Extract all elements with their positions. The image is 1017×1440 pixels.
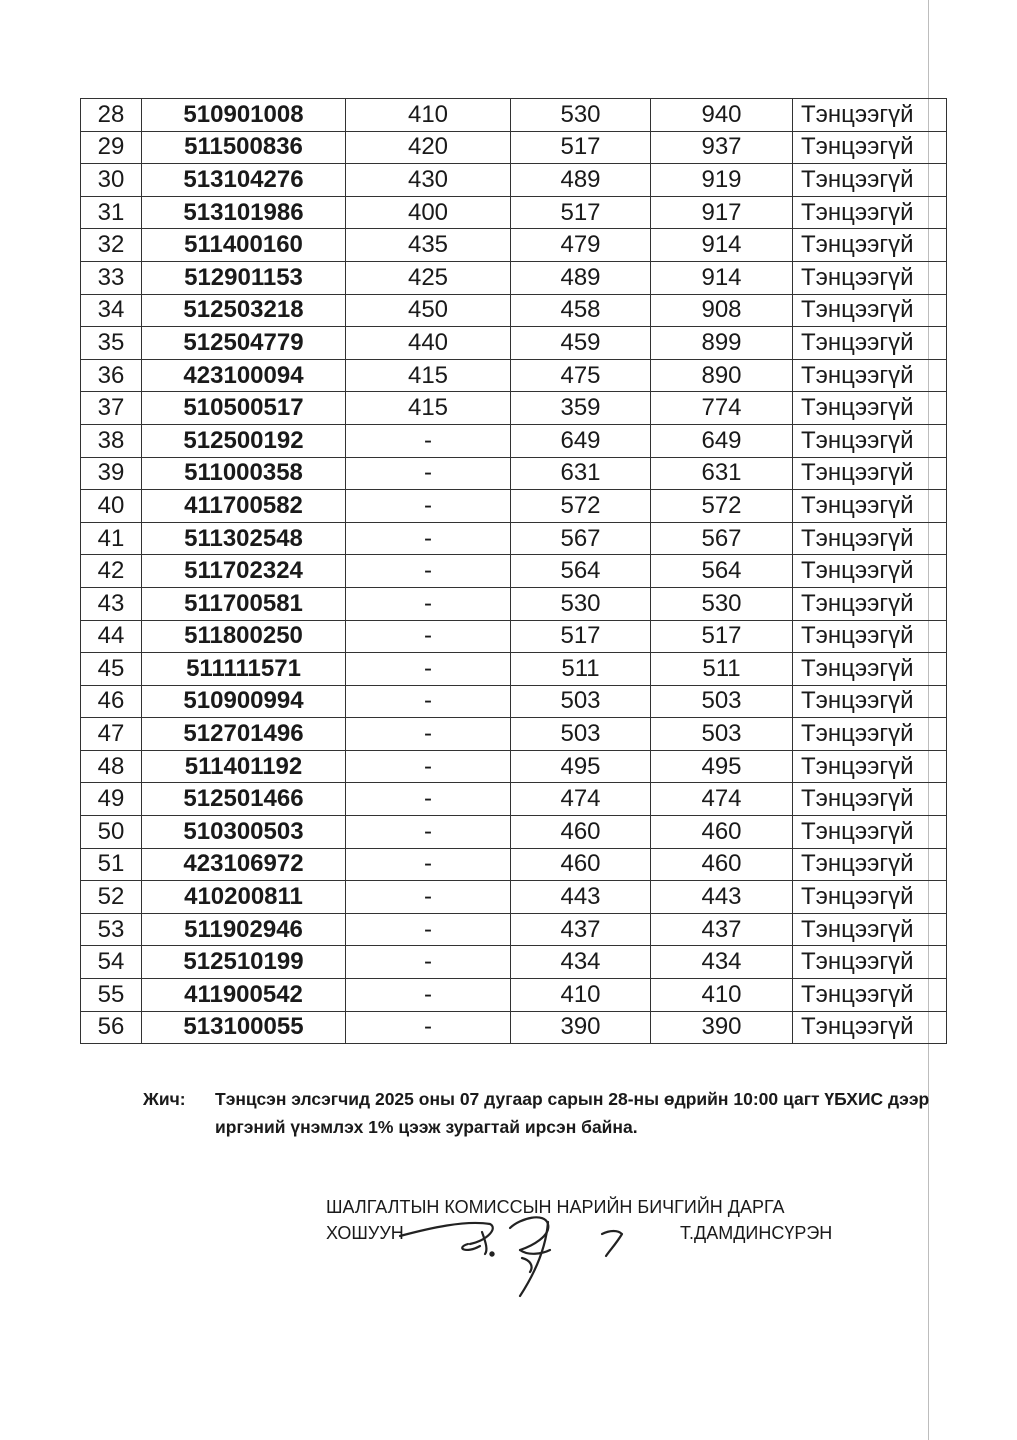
result-status-cell: Тэнцээгүй <box>793 261 947 294</box>
result-status-cell: Тэнцээгүй <box>793 359 947 392</box>
score-first-cell: - <box>346 783 511 816</box>
result-status-cell: Тэнцээгүй <box>793 164 947 197</box>
row-number-cell: 38 <box>81 424 142 457</box>
table-row <box>81 327 947 360</box>
result-status-cell: Тэнцээгүй <box>793 587 947 620</box>
score-second-cell: 530 <box>511 99 651 132</box>
row-number-cell: 55 <box>81 979 142 1012</box>
score-first-cell: 440 <box>346 327 511 360</box>
result-status-cell: Тэнцээгүй <box>793 555 947 588</box>
row-number-cell: 49 <box>81 783 142 816</box>
score-total-cell: 937 <box>651 131 793 164</box>
row-number-cell: 45 <box>81 653 142 686</box>
score-second-cell: 410 <box>511 979 651 1012</box>
result-status-cell: Тэнцээгүй <box>793 522 947 555</box>
note-text: Тэнцсэн элсэгчид 2025 оны 07 дугаар сарын 28-ны өдрийн 10:00 цагт ҮБХИС дээр иргэний үнэмлэх 1% цээж зурагтай ирсэн байна. <box>215 1089 930 1137</box>
result-status-cell: Тэнцээгүй <box>793 653 947 686</box>
score-first-cell: - <box>346 587 511 620</box>
score-total-cell: 495 <box>651 750 793 783</box>
score-first-cell: - <box>346 424 511 457</box>
applicant-id-cell: 423100094 <box>142 359 346 392</box>
score-second-cell: 503 <box>511 718 651 751</box>
result-status-cell: Тэнцээгүй <box>793 816 947 849</box>
score-second-cell: 458 <box>511 294 651 327</box>
score-total-cell: 460 <box>651 848 793 881</box>
row-number-cell: 41 <box>81 522 142 555</box>
score-total-cell: 474 <box>651 783 793 816</box>
score-second-cell: 511 <box>511 653 651 686</box>
result-status-cell: Тэнцээгүй <box>793 946 947 979</box>
table-row <box>81 131 947 164</box>
score-first-cell: 450 <box>346 294 511 327</box>
row-number-cell: 48 <box>81 750 142 783</box>
row-number-cell: 53 <box>81 913 142 946</box>
table-row <box>81 522 947 555</box>
applicant-id-cell: 510500517 <box>142 392 346 425</box>
table-row <box>81 424 947 457</box>
result-status-cell: Тэнцээгүй <box>793 457 947 490</box>
score-second-cell: 437 <box>511 913 651 946</box>
result-status-cell: Тэнцээгүй <box>793 913 947 946</box>
score-first-cell: - <box>346 555 511 588</box>
result-status-cell: Тэнцээгүй <box>793 327 947 360</box>
applicant-id-cell: 411900542 <box>142 979 346 1012</box>
row-number-cell: 47 <box>81 718 142 751</box>
score-total-cell: 914 <box>651 261 793 294</box>
applicant-id-cell: 511000358 <box>142 457 346 490</box>
result-status-cell: Тэнцээгүй <box>793 718 947 751</box>
score-second-cell: 631 <box>511 457 651 490</box>
score-second-cell: 390 <box>511 1011 651 1044</box>
score-total-cell: 517 <box>651 620 793 653</box>
signatory-rank: ХОШУУН <box>326 1223 404 1243</box>
score-total-cell: 919 <box>651 164 793 197</box>
score-second-cell: 459 <box>511 327 651 360</box>
score-first-cell: - <box>346 881 511 914</box>
applicant-id-cell: 512503218 <box>142 294 346 327</box>
result-status-cell: Тэнцээгүй <box>793 979 947 1012</box>
row-number-cell: 52 <box>81 881 142 914</box>
applicant-id-cell: 511800250 <box>142 620 346 653</box>
row-number-cell: 37 <box>81 392 142 425</box>
table-row <box>81 653 947 686</box>
score-first-cell: 420 <box>346 131 511 164</box>
score-first-cell: 410 <box>346 99 511 132</box>
row-number-cell: 50 <box>81 816 142 849</box>
row-number-cell: 33 <box>81 261 142 294</box>
score-total-cell: 511 <box>651 653 793 686</box>
row-number-cell: 56 <box>81 1011 142 1044</box>
result-status-cell: Тэнцээгүй <box>793 685 947 718</box>
score-total-cell: 631 <box>651 457 793 490</box>
score-total-cell: 460 <box>651 816 793 849</box>
handwritten-signature <box>370 1188 660 1303</box>
row-number-cell: 44 <box>81 620 142 653</box>
applicant-id-cell: 512510199 <box>142 946 346 979</box>
applicant-id-cell: 512504779 <box>142 327 346 360</box>
applicant-id-cell: 512701496 <box>142 718 346 751</box>
score-total-cell: 774 <box>651 392 793 425</box>
signatory-title: ШАЛГАЛТЫН КОМИССЫН НАРИЙН БИЧГИЙН ДАРГА <box>326 1197 785 1217</box>
score-first-cell: - <box>346 816 511 849</box>
score-first-cell: 415 <box>346 359 511 392</box>
result-status-cell: Тэнцээгүй <box>793 620 947 653</box>
score-first-cell: 415 <box>346 392 511 425</box>
score-total-cell: 410 <box>651 979 793 1012</box>
score-second-cell: 572 <box>511 490 651 523</box>
note-label: Жич: <box>143 1089 186 1109</box>
score-second-cell: 495 <box>511 750 651 783</box>
table-row <box>81 946 947 979</box>
row-number-cell: 31 <box>81 196 142 229</box>
row-number-cell: 54 <box>81 946 142 979</box>
score-first-cell: - <box>346 457 511 490</box>
applicant-id-cell: 410200811 <box>142 881 346 914</box>
row-number-cell: 34 <box>81 294 142 327</box>
table-row <box>81 979 947 1012</box>
row-number-cell: 43 <box>81 587 142 620</box>
table-row <box>81 718 947 751</box>
score-second-cell: 489 <box>511 261 651 294</box>
row-number-cell: 42 <box>81 555 142 588</box>
table-row <box>81 913 947 946</box>
score-second-cell: 359 <box>511 392 651 425</box>
applicant-id-cell: 423106972 <box>142 848 346 881</box>
score-total-cell: 503 <box>651 685 793 718</box>
applicant-id-cell: 510901008 <box>142 99 346 132</box>
table-row <box>81 229 947 262</box>
score-second-cell: 517 <box>511 620 651 653</box>
score-second-cell: 503 <box>511 685 651 718</box>
result-status-cell: Тэнцээгүй <box>793 131 947 164</box>
score-total-cell: 530 <box>651 587 793 620</box>
row-number-cell: 40 <box>81 490 142 523</box>
score-first-cell: 400 <box>346 196 511 229</box>
score-first-cell: - <box>346 718 511 751</box>
score-total-cell: 564 <box>651 555 793 588</box>
score-first-cell: 425 <box>346 261 511 294</box>
score-second-cell: 530 <box>511 587 651 620</box>
table-row <box>81 359 947 392</box>
score-first-cell: 435 <box>346 229 511 262</box>
applicant-id-cell: 511111571 <box>142 653 346 686</box>
table-row <box>81 848 947 881</box>
score-second-cell: 489 <box>511 164 651 197</box>
result-status-cell: Тэнцээгүй <box>793 392 947 425</box>
row-number-cell: 36 <box>81 359 142 392</box>
score-second-cell: 567 <box>511 522 651 555</box>
signatory-name: Т.ДАМДИНСҮРЭН <box>680 1223 833 1243</box>
score-first-cell: 430 <box>346 164 511 197</box>
table-row <box>81 750 947 783</box>
score-second-cell: 649 <box>511 424 651 457</box>
score-total-cell: 917 <box>651 196 793 229</box>
table-row <box>81 164 947 197</box>
row-number-cell: 29 <box>81 131 142 164</box>
score-second-cell: 474 <box>511 783 651 816</box>
row-number-cell: 39 <box>81 457 142 490</box>
table-row <box>81 555 947 588</box>
result-status-cell: Тэнцээгүй <box>793 490 947 523</box>
score-first-cell: - <box>346 913 511 946</box>
result-status-cell: Тэнцээгүй <box>793 848 947 881</box>
score-total-cell: 434 <box>651 946 793 979</box>
score-second-cell: 479 <box>511 229 651 262</box>
score-first-cell: - <box>346 620 511 653</box>
applicant-id-cell: 511302548 <box>142 522 346 555</box>
table-row <box>81 294 947 327</box>
applicant-id-cell: 512500192 <box>142 424 346 457</box>
row-number-cell: 28 <box>81 99 142 132</box>
table-row <box>81 457 947 490</box>
row-number-cell: 35 <box>81 327 142 360</box>
score-second-cell: 460 <box>511 816 651 849</box>
score-first-cell: - <box>346 848 511 881</box>
row-number-cell: 51 <box>81 848 142 881</box>
score-total-cell: 940 <box>651 99 793 132</box>
result-status-cell: Тэнцээгүй <box>793 424 947 457</box>
score-first-cell: - <box>346 1011 511 1044</box>
table-row <box>81 1011 947 1044</box>
score-first-cell: - <box>346 522 511 555</box>
table-row <box>81 783 947 816</box>
score-first-cell: - <box>346 946 511 979</box>
table-row <box>81 196 947 229</box>
table-row <box>81 620 947 653</box>
score-first-cell: - <box>346 979 511 1012</box>
score-second-cell: 460 <box>511 848 651 881</box>
score-total-cell: 914 <box>651 229 793 262</box>
table-row <box>81 490 947 523</box>
score-first-cell: - <box>346 653 511 686</box>
applicant-id-cell: 510300503 <box>142 816 346 849</box>
table-row <box>81 881 947 914</box>
table-row <box>81 587 947 620</box>
applicant-id-cell: 511702324 <box>142 555 346 588</box>
result-status-cell: Тэнцээгүй <box>793 1011 947 1044</box>
results-table-body <box>81 99 947 1044</box>
row-number-cell: 30 <box>81 164 142 197</box>
result-status-cell: Тэнцээгүй <box>793 229 947 262</box>
score-total-cell: 572 <box>651 490 793 523</box>
score-total-cell: 390 <box>651 1011 793 1044</box>
applicant-id-cell: 511401192 <box>142 750 346 783</box>
applicant-id-cell: 510900994 <box>142 685 346 718</box>
applicant-id-cell: 513100055 <box>142 1011 346 1044</box>
score-total-cell: 908 <box>651 294 793 327</box>
score-second-cell: 443 <box>511 881 651 914</box>
applicant-id-cell: 511902946 <box>142 913 346 946</box>
table-row <box>81 99 947 132</box>
score-first-cell: - <box>346 750 511 783</box>
table-row <box>81 685 947 718</box>
applicant-id-cell: 513101986 <box>142 196 346 229</box>
score-first-cell: - <box>346 490 511 523</box>
score-second-cell: 475 <box>511 359 651 392</box>
applicant-id-cell: 511400160 <box>142 229 346 262</box>
score-total-cell: 890 <box>651 359 793 392</box>
results-table <box>80 98 947 1044</box>
applicant-id-cell: 513104276 <box>142 164 346 197</box>
applicant-id-cell: 511700581 <box>142 587 346 620</box>
score-first-cell: - <box>346 685 511 718</box>
score-total-cell: 899 <box>651 327 793 360</box>
score-total-cell: 649 <box>651 424 793 457</box>
result-status-cell: Тэнцээгүй <box>793 783 947 816</box>
result-status-cell: Тэнцээгүй <box>793 196 947 229</box>
row-number-cell: 46 <box>81 685 142 718</box>
applicant-id-cell: 512501466 <box>142 783 346 816</box>
table-row <box>81 261 947 294</box>
score-total-cell: 567 <box>651 522 793 555</box>
score-second-cell: 434 <box>511 946 651 979</box>
applicant-id-cell: 411700582 <box>142 490 346 523</box>
score-total-cell: 443 <box>651 881 793 914</box>
table-row <box>81 392 947 425</box>
score-second-cell: 564 <box>511 555 651 588</box>
result-status-cell: Тэнцээгүй <box>793 99 947 132</box>
result-status-cell: Тэнцээгүй <box>793 294 947 327</box>
score-second-cell: 517 <box>511 196 651 229</box>
score-second-cell: 517 <box>511 131 651 164</box>
score-total-cell: 503 <box>651 718 793 751</box>
result-status-cell: Тэнцээгүй <box>793 750 947 783</box>
row-number-cell: 32 <box>81 229 142 262</box>
applicant-id-cell: 512901153 <box>142 261 346 294</box>
table-row <box>81 816 947 849</box>
result-status-cell: Тэнцээгүй <box>793 881 947 914</box>
applicant-id-cell: 511500836 <box>142 131 346 164</box>
score-total-cell: 437 <box>651 913 793 946</box>
